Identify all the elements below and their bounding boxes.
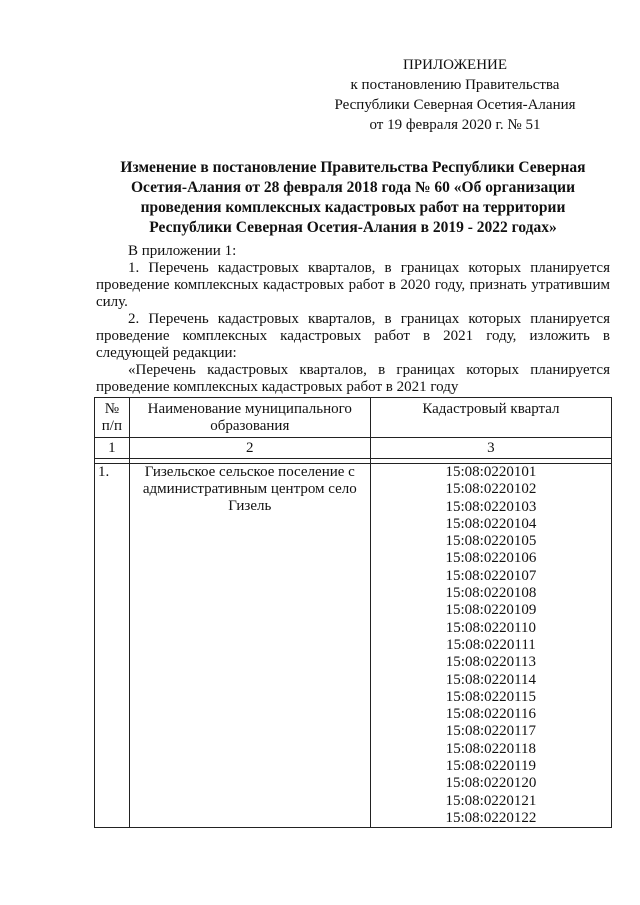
header-name: Наименование муниципального образования: [129, 398, 370, 438]
title-line: Изменение в постановление Правительства Республики Северная: [120, 159, 586, 176]
quarter-item: 15:08:0220108: [445, 585, 537, 602]
quarter-item: 15:08:0220122: [445, 809, 537, 826]
quarter-item: 15:08:0220117: [445, 723, 537, 740]
table-row: [95, 464, 612, 828]
header-quarter: Кадастровый квартал: [370, 398, 611, 438]
quarter-item: 15:08:0220111: [446, 636, 536, 653]
row-number: 1.: [95, 464, 130, 828]
title-line: проведения комплексных кадастровых работ на территории: [140, 199, 566, 216]
appendix-label: ПРИЛОЖЕНИЕ: [402, 57, 508, 73]
quarter-item: 15:08:0220110: [445, 619, 537, 636]
municipality-name: Гизельское сельское поселение с административным центром село Гизель: [129, 464, 370, 828]
quarter-item: 15:08:0220121: [445, 792, 537, 809]
quarter-item: 15:08:0220119: [445, 758, 537, 775]
table-header-row: [95, 398, 612, 438]
column-number: 2: [129, 438, 370, 459]
quote-paragraph: «Перечень кадастровых кварталов, в границах которых планируется проведение комплексных кадастровых работ в 2021 году: [96, 362, 610, 395]
quarter-item: 15:08:0220120: [445, 775, 537, 792]
quarter-item: 15:08:0220113: [445, 654, 537, 671]
title-line: Республики Северная Осетия-Алания в 2019 - 2022 годах»: [149, 219, 557, 236]
quarter-item: 15:08:0220106: [445, 550, 537, 567]
appendix-header: [300, 55, 610, 135]
quarter-item: 15:08:0220103: [445, 498, 537, 515]
document-body: [96, 243, 610, 396]
document-title: [93, 158, 613, 238]
quarter-list: [370, 464, 611, 828]
quarter-item: 15:08:0220107: [445, 567, 537, 584]
item-2-paragraph: 2. Перечень кадастровых кварталов, в границах которых планируется проведение комплексных кадастровых работ в 2021 году, изложить в следующей редакции:: [96, 311, 610, 361]
title-line: Осетия-Алания от 28 февраля 2018 года № 60 «Об организации: [130, 179, 576, 196]
column-number: 3: [370, 438, 611, 459]
quarter-item: 15:08:0220104: [445, 515, 537, 532]
quarter-item: 15:08:0220115: [445, 688, 537, 705]
intro-paragraph: В приложении 1:: [128, 243, 237, 259]
quarter-item: 15:08:0220116: [445, 706, 537, 723]
column-number: 1: [95, 438, 130, 459]
header-num: № п/п: [95, 398, 130, 438]
item-1-paragraph: 1. Перечень кадастровых кварталов, в границах которых планируется проведение комплексных кадастровых работ в 2020 году, признать утратившим силу.: [96, 260, 610, 310]
cadastral-table: [94, 397, 612, 828]
quarter-item: 15:08:0220109: [445, 602, 537, 619]
column-number-row: [95, 438, 612, 459]
quarter-item: 15:08:0220102: [445, 481, 537, 498]
quarter-item: 15:08:0220118: [445, 740, 537, 757]
quarter-item: 15:08:0220105: [445, 533, 537, 550]
quarter-item: 15:08:0220101: [445, 464, 537, 480]
appendix-ref: к постановлению Правительства: [350, 77, 560, 93]
appendix-date: от 19 февраля 2020 г. № 51: [369, 117, 541, 133]
quarter-item: 15:08:0220114: [445, 671, 537, 688]
appendix-republic: Республики Северная Осетия-Алания: [334, 97, 576, 113]
